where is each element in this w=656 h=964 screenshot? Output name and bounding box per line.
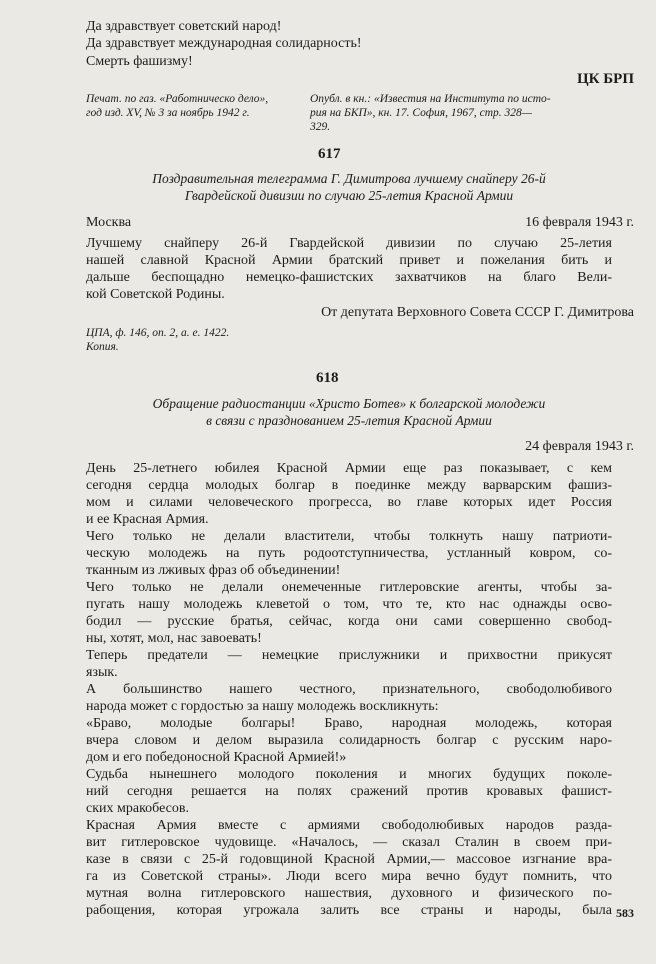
- slogan-line: Смерть фашизму!: [86, 54, 193, 69]
- document-title-618: Обращение радиостанции «Христо Ботев» к болгарской молодежи в связи с празднованием 25-летия Красной Армии: [152, 396, 546, 428]
- document-number-617: 617: [318, 146, 341, 162]
- source-note-left: Печат. по газ. «Работническо дело», год изд. XV, № 3 за ноябрь 1942 г.: [86, 93, 269, 119]
- body-617: Лучшему снайперу 26-й Гвардейской дивизии по случаю 25-летия нашей славной Красной Армии братский привет и пожелания бить и дальше беспощадно немецко-фашистских захватчиков на благо Вели- кой Советской Родины.: [86, 236, 612, 302]
- slogan-line: Да здравствует советский народ!: [86, 19, 282, 34]
- party-signature: ЦК БРП: [576, 71, 634, 87]
- document-number-618: 618: [316, 370, 339, 386]
- archive-reference: ЦПА, ф. 146, оп. 2, а. е. 1422. Копия.: [86, 327, 230, 353]
- slogan-line: Да здравствует международная солидарность!: [86, 36, 362, 51]
- page-number: 583: [616, 906, 634, 920]
- place-label: Москва: [86, 215, 132, 230]
- document-date-618: 24 февраля 1943 г.: [525, 439, 634, 454]
- sender-signature: От депутата Верховного Совета СССР Г. Димитрова: [321, 305, 634, 320]
- body-618: День 25-летнего юбилея Красной Армии еще раз показывает, с кем сегодня сердца молодых болгар в поединке между варварским фашиз- мом и силами человеческого прогресса, во главе которых идет Россия и ее Красная Армия. Чего только не делали властители, чтобы толкнуть нашу патриоти- ческую молодежь на путь родоотступничества, устланный ковром, со- тканным из лживых фраз об объединении! Чего только не делали онемеченные гитлеровские агенты, чтобы за- пугать нашу молодежь клеветой о том, что те, кто нас однажды осво- бодил — русские братья, сейчас, когда они сами совершенно свобод- ны, хотят, мол, нас завоевать! Теперь предатели — немецкие прислужники и прихвостни прикусят язык. А большинство нашего честного, признательного, свободолюбивого народа может с гордостью за нашу молодежь воскликнуть: «Браво, молодые болгары! Браво, народная молодежь, которая вчера словом и делом выразила солидарность болгар с русским наро- дом и его победоносной Красной Армией!» Судьба нынешнего молодого поколения и многих будущих поколе- ний сегодня решается на полях сражений против кровавых фашист- ских мракобесов. Красная Армия вместе с армиями свободолюбивых народов раздa- вит гитлеровское чудовище. «Началось, — сказал Сталин в своем при- казе в связи с 25-й годовщиной Красной Армии,— массовое изгнание вра- га из Советской страны». Люди всего мира вечно будут помнить, что мутная волна гитлеровского нашествия, духовного и физического по- рабощения, которая угрожала залить все страны и народы, была: [86, 461, 612, 918]
- source-note-right: Опубл. в кн.: «Известия на Института по исто- рия на БКП», кн. 17. София, 1967, стр. 328— 329.: [310, 93, 551, 133]
- document-title-617: Поздравительная телеграмма Г. Димитрова лучшему снайперу 26-й Гвардейской дивизии по случаю 25-летия Красной Армии: [152, 171, 546, 203]
- document-date-617: 16 февраля 1943 г.: [525, 215, 634, 230]
